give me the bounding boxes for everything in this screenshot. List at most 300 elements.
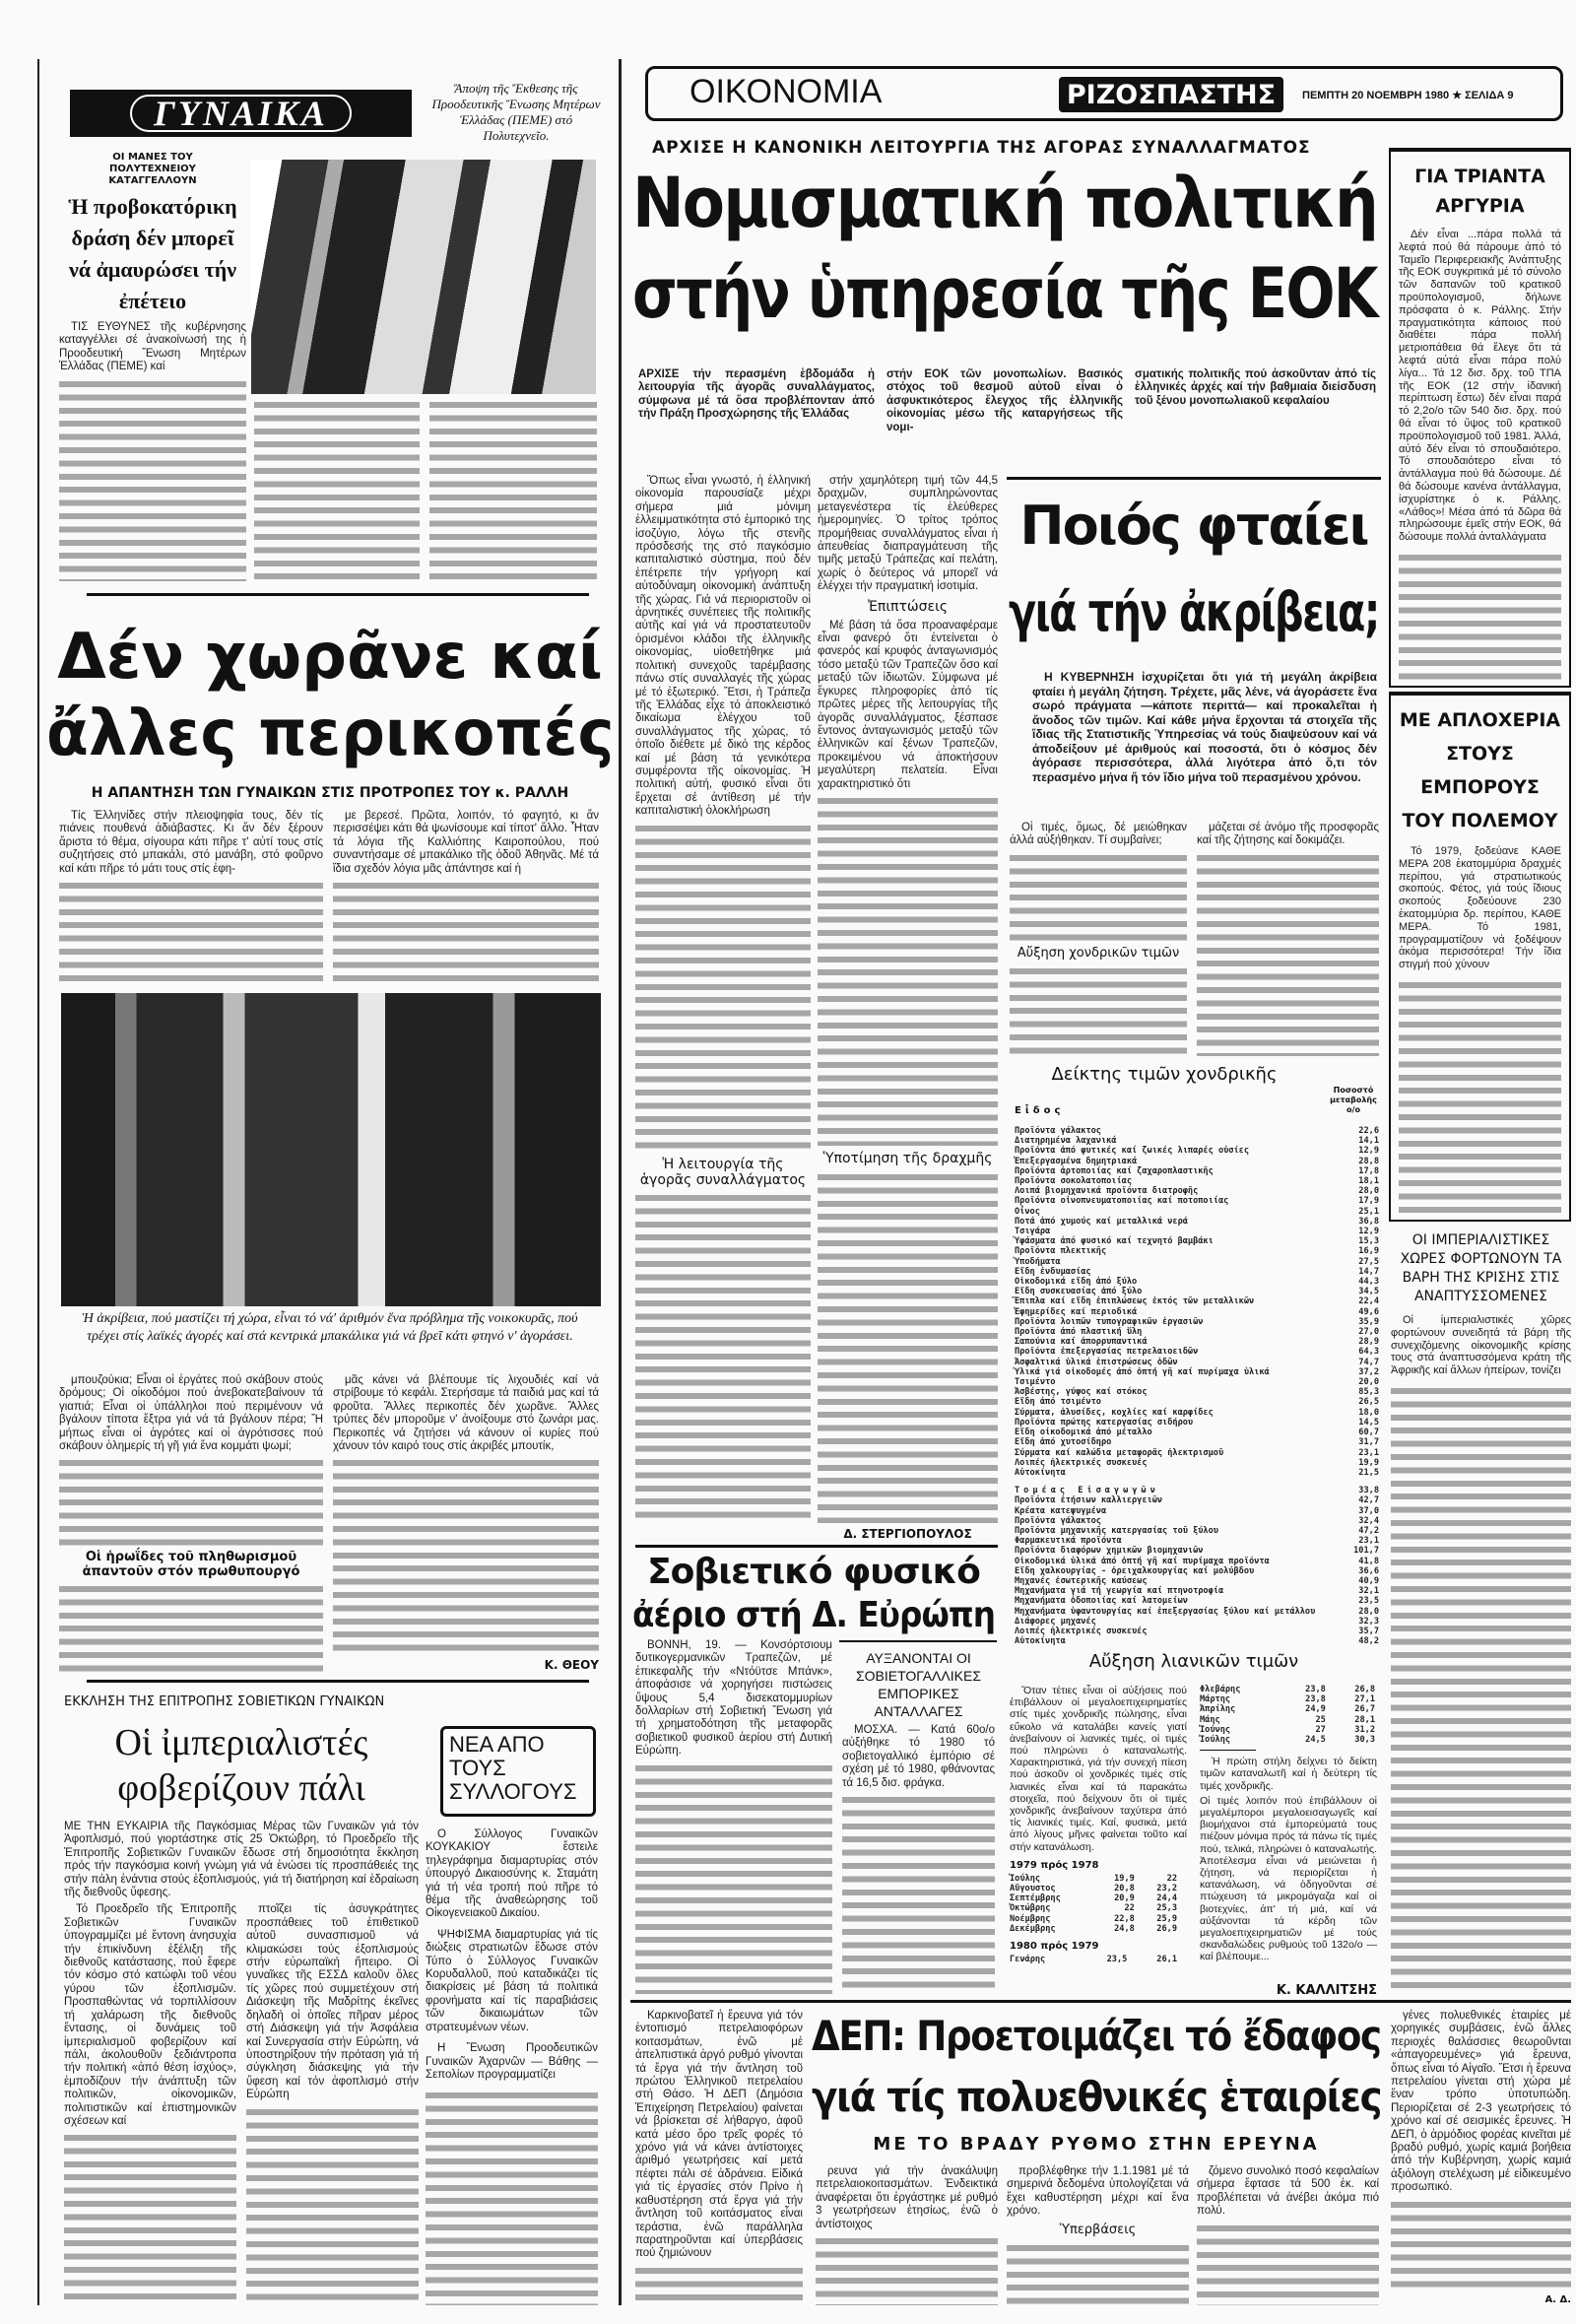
row-label: Ὑλικά γιά οἰκοδομές ἀπό ὀπτή γῆ καί πυρίμαχα ὑλικά xyxy=(1015,1366,1270,1377)
story-column xyxy=(1010,822,1187,1056)
main-headline xyxy=(630,158,1379,339)
row-label: Λοιπές ἠλεκτρικές συσκευές xyxy=(1015,1626,1148,1636)
page-border-left xyxy=(37,59,39,2305)
row-value: 30,3 xyxy=(1354,1735,1375,1746)
retail-group-label: 1979 πρός 1978 xyxy=(1010,1859,1099,1871)
row-label: Ὑποδήματα xyxy=(1015,1256,1061,1267)
retail-column xyxy=(1200,1685,1377,1998)
table-row xyxy=(1015,1176,1379,1186)
row-label: Διατηρημένα λαχανικά xyxy=(1015,1136,1117,1147)
text-column xyxy=(64,2132,236,2305)
text-column xyxy=(1391,1385,1571,1990)
row-label: Προϊόντα ἀπό πλαστική ὕλη xyxy=(1015,1327,1143,1338)
dep-column xyxy=(635,2010,803,2305)
row-label: Ἀσφαλτικά ὑλικά ἐπιστρώσεως ὁδῶν xyxy=(1015,1357,1178,1367)
row-label: Αὐτοκίνητα xyxy=(1015,1467,1066,1478)
retail-group-label: 1980 πρός 1979 xyxy=(1010,1941,1099,1953)
table-row xyxy=(1200,1735,1375,1745)
text-column xyxy=(1197,852,1379,1056)
dep-column xyxy=(1391,2010,1571,2305)
row-value: 24,5 xyxy=(1305,1735,1326,1746)
row-label: Ἰούνης xyxy=(1200,1724,1231,1735)
gas-headline xyxy=(630,1551,997,1637)
dep-column xyxy=(1007,2165,1189,2305)
story-body: Οἱ τιμές, ὅμως, δέ μειώθηκαν ἀλλά αὐξήθηκαν. Τί συμβαίνει; xyxy=(1010,822,1187,847)
divider xyxy=(1200,1750,1256,1751)
gas-box xyxy=(842,1649,995,1994)
headline-text: Δέν χωρᾶνε καί xyxy=(57,621,603,694)
story-column xyxy=(1197,822,1379,1056)
row-label: Σαπούνια καί ἀπορρυπαντικά xyxy=(1015,1337,1148,1348)
row-value: 26,8 xyxy=(1354,1685,1375,1694)
row-label: Προϊόντα σοκολατοποιίας xyxy=(1015,1176,1132,1187)
story-body: μπουζούκια; Εἶναι οἱ ἐργάτες πού σκάβουν στούς δρόμους; Οἱ οἰκοδόμοι πού ἀνεβοκατεβαίνουν τά γιαπιά; Εἶναι οἱ ὑπάλληλοι πού περιμένουν νά βγάλουν τίποτα ἔξτρα γιά νά τά βγάλουν πέρα; Ἤ μήπως εἶναι οἱ ἀγρότες καί οἱ ἀγρότισσες πού σκάβουν ὁλημερίς τή γῆ γιά ἕνα κομμάτι ψωμί; xyxy=(59,1374,323,1453)
text-column xyxy=(635,823,811,1153)
prices-headline xyxy=(1007,483,1381,656)
table-row xyxy=(1015,1586,1379,1596)
row-label: Προϊόντα ἐτήσιων καλλιεργειῶν xyxy=(1015,1495,1163,1506)
row-value: 32,1 xyxy=(1358,1586,1379,1597)
row-label: Εἴδη συσκευασίας ἀπό ξύλο xyxy=(1015,1287,1143,1297)
table-row xyxy=(1015,1126,1379,1136)
row-value: 35,9 xyxy=(1358,1316,1379,1327)
story-body: Τίς Ἑλληνίδες στήν πλειοψηφία τους, δέν τίς πιάνεις πουθενά ἀδιάβαστες. Κι ἄν δέν ξέρουν ἄριστα τό θέμα, σίγουρα κάτι πῆρε τ' αὐτί τους στίς συζητήσεις στό μπακάλι, στό μανάβη, στό φοῦρνο καί κάτι πῆρε τό μάτι τους στίς ἐφη- xyxy=(59,810,323,875)
text-column xyxy=(635,1192,811,1522)
row-value: 22,8 xyxy=(1114,1913,1135,1924)
table-row xyxy=(1015,1307,1379,1317)
section-title: ΟΙΚΟΝΟΜΙΑ xyxy=(690,73,883,110)
row-label: Μάρτης xyxy=(1200,1694,1231,1705)
row-value: 20,0 xyxy=(1358,1377,1379,1388)
sidebar-title: ΟΙ ΙΜΠΕΡΙΑΛΙΣΤΙΚΕΣ ΧΩΡΕΣ ΦΟΡΤΩΝΟΥΝ ΤΑ ΒΑΡΗ ΤΗΣ ΚΡΙΣΗΣ ΣΤΙΣ ΑΝΑΠΤΥΣΣΟΜΕΝΕΣ xyxy=(1400,1232,1562,1304)
kicker-line xyxy=(810,2134,1383,2156)
table-row xyxy=(1200,1725,1375,1735)
row-value: 34,5 xyxy=(1358,1287,1379,1297)
table-row xyxy=(1015,1408,1379,1418)
table-row xyxy=(1015,1227,1379,1236)
table-row xyxy=(1015,1458,1379,1468)
table-row xyxy=(1015,1347,1379,1357)
story-body: πτοῖζει τίς ἀσυγκράτητες προσπάθειες τοῦ ἐπιθετικοῦ αὐτοῦ συνασπισμοῦ νά κλιμακώσει τούς ἐξοπλισμούς στήν εὐρωπαϊκή ἤπειρο. Οἱ γυναῖκες τῆς ΕΣΣΔ καλοῦν ὅλες τίς χῶρες πού συμμετέχουν στή Διάσκεψη τῆς Μαδρίτης ἐκεῖνες δηλαδή οἱ ὁποῖες πῆραν μέρος στή Διάσκεψη γιά τήν Ἀσφάλεια καί Συνεργασία στήν Εὐρώπη, νά ὑποστηρίξουν τήν πρόταση γιά τή σύγκληση διάσκεψης γιά τήν ὕφεση καί τόν ἀφοπλισμό στήν Εὐρώπη xyxy=(246,1903,419,2101)
news-column xyxy=(426,1828,598,2305)
story-headline xyxy=(44,619,616,772)
text-column xyxy=(1391,2199,1571,2291)
row-label: Ἀσβέστης, γύψος καί στόκος xyxy=(1015,1387,1148,1398)
table-row xyxy=(1015,1596,1379,1606)
row-value: 25,1 xyxy=(1358,1206,1379,1217)
text-column xyxy=(429,399,597,581)
text-column xyxy=(59,880,323,987)
row-label: Φαρμακευτικά προϊόντα xyxy=(1015,1536,1122,1547)
photo-caption: Ἡ ἀκρίβεια, πού μαστίζει τή χώρα, εἶναι τό νά' ἀριθμόν ἕνα πρόβλημα τῆς νοικοκυρᾶς, πού τρέχει στίς λαϊκές ἀγορές καί στά κεντρικά μπακάλικα γιά νά βρεῖ κάτι φτηνό ν' ἀγοράσει. xyxy=(82,1311,578,1344)
table-row xyxy=(1015,1186,1379,1196)
table-row xyxy=(1015,1478,1379,1495)
row-label: Κρέατα κατεψυγμένα xyxy=(1015,1505,1107,1516)
row-value: 22 xyxy=(1124,1903,1135,1914)
row-label: Εἴδη χαλκουργίας - ὀρειχαλκουργίας καί μολύβδου xyxy=(1015,1565,1255,1576)
table-row xyxy=(1015,1207,1379,1217)
table-row xyxy=(1015,1636,1379,1646)
row-value: 22,6 xyxy=(1358,1126,1379,1136)
text-column xyxy=(818,795,998,1147)
text-column xyxy=(333,880,599,987)
table-row xyxy=(1015,1367,1379,1377)
headline-line xyxy=(810,2067,1383,2128)
table-row xyxy=(1200,1694,1375,1704)
subhead-text: Η ΑΠΑΝΤΗΣΗ ΤΩΝ ΓΥΝΑΙΚΩΝ ΣΤΙΣ ΠΡΟΤΡΟΠΕΣ ΤΟΥ κ. ΡΑΛΛΗ xyxy=(91,785,569,801)
divider xyxy=(87,1680,589,1683)
table-row xyxy=(1015,1516,1379,1526)
story-lead: στήν ΕΟΚ τῶν μονοπωλίων. Βασικός στόχος τοῦ θεσμοῦ αὐτοῦ εἶναι ὁ ἀσφυκτικότερος ἔλεγχος τῆς ἑλληνικῆς οἰκονομίας μέσω τῆς καταργήσεως τῆς νομι- xyxy=(886,368,1123,433)
headline-text: Ποιός φταίει xyxy=(1019,495,1368,557)
row-value: 19,9 xyxy=(1114,1873,1135,1884)
dep-column xyxy=(1197,2165,1379,2305)
table-row xyxy=(1015,1377,1379,1387)
retail-text: Ἡ πρώτη στήλη δείχνει τό δείκτη τιμῶν καταναλωτῆ καί ἡ δεύτερη τίς τιμές χονδρικῆς. xyxy=(1200,1756,1377,1792)
table-row xyxy=(1015,1358,1379,1367)
row-value: 12,9 xyxy=(1358,1146,1379,1157)
women-banner-title: ΓΥΝΑΙΚΑ xyxy=(154,94,328,133)
row-label: Δεκέμβρης xyxy=(1010,1923,1056,1934)
retail-text: Οἱ τιμές λοιπόν πού ἐπιβάλλουν οἱ μεγαλέμποροι μεγαλοεισαγωγεῖς καί βιομήχανοι στά ἐμπορεύματά τους πιέζουν μόνιμα πρός τά πάνω τίς τιμές πού, τελικά, πληρώνει ὁ καταναλωτής. Ἀποτέλεσμα εἶναι νά μειώνεται ἡ ζήτηση, νά περιορίζεται ἡ κατανάλωση, νά ὁδηγοῦνται σέ πτώχευση τά μικρομάγαζα καί οἱ βιοτεχνίες, ἀπ' τή μιά, καί νά αὐξάνονται τά κέρδη τῶν μεγαλοεπιχειρηματιῶν μέ τούς σκανδαλώδεις ρυθμούς τοῦ 132ο/ο — καί βλέπουμε... xyxy=(1200,1794,1377,1963)
sidebar-body: Τό 1979, ξοδεύανε ΚΑΘΕ ΜΕΡΑ 208 ἑκατομμύρια δραχμές περίπου, γιά στρατιωτικούς σκοπούς. Φέτος, γιά τούς ἴδιους σκοπούς ξοδεύουνε 230 ἑκατομμύρια δρ. περίπου, ΚΑΘΕ ΜΕΡΑ. Τό 1981, προγραμματίζουν νά ξοδέψουν ἀκόμα περισσότερα! Τήν ἴδια στιγμή πού χύνουν xyxy=(1399,845,1561,971)
row-label: Προϊόντα οἰνοπνευματοποιίας καί ποτοποιίας xyxy=(1015,1196,1229,1207)
row-label: Σεπτέμβρης xyxy=(1010,1893,1061,1904)
table-row xyxy=(1015,1146,1379,1156)
table-row xyxy=(1015,1607,1379,1617)
paper-name: ΡΙΖΟΣΠΑΣΤΗΣ xyxy=(1066,79,1277,110)
row-label: Ὑφάσματα ἀπό φυσικό καί τεχνητό βαμβάκι xyxy=(1015,1236,1214,1247)
table-row xyxy=(1015,1397,1379,1407)
text-column xyxy=(59,1583,323,1672)
row-value: 20,8 xyxy=(1114,1884,1135,1894)
dateline: ΠΕΜΠΤΗ 20 ΝΟΕΜΒΡΗ 1980 ★ ΣΕΛΙΔΑ 9 xyxy=(1302,90,1514,101)
divider xyxy=(839,1640,997,1642)
story-subhead: Ὑποτίμηση τῆς δραχμῆς xyxy=(822,1151,993,1167)
dep-body: Καρκινοβατεῖ ἡ ἔρευνα γιά τόν ἐντοπισμό πετρελαιοφόρων κοιτασμάτων, ἐνῶ μέ ἀπελπιστικά ἀργό ρυθμό γίνονται τά ἔργα γιά τήν ἄντληση τοῦ πρώτου Ἑλληνικοῦ πετρελαίου στή Θάσο. Ἡ ΔΕΠ (Δημόσια Ἐπιχείρηση Πετρελαίου) φαίνεται νά βρίσκεται σέ λήθαργο, ἀφοῦ κατά μέσο ὅρο τρεῖς φορές τό χρόνο γιά νά κάνει ἀντίστοιχες ἀριθμό γεωτρήσεις καί μετά πέφτει πάλι σέ ἀδράνεια. Εἰδικά γιά τίς ἐργασίες στόν Πρίνο ἡ καθυστέρηση στά ἔργα γιά τήν ἄντληση τοῦ κοιτάσματος εἶναι τεράστια, ἐνῶ παράλληλα παρατηροῦνται καί ὑπερβάσεις πού ζημιώνουν xyxy=(635,2010,803,2260)
headline-line xyxy=(44,619,616,696)
retail-table-1980-cont xyxy=(1200,1685,1375,1745)
story-headline: Οἱ ἰμπεριαλιστές φοβερίζουν πάλι xyxy=(114,1722,368,1809)
byline: Κ. ΚΑΛΛΙΤΣΗΣ xyxy=(1276,1983,1377,1998)
table-row xyxy=(1015,1246,1379,1256)
story-body: με βερεσέ. Πρῶτα, λοιπόν, τό φαγητό, κι ἄν περισσέψει κάτι θά ψωνίσουμε καί τίποτ' ἄλλο. Ἦταν τά λόγια τῆς Καλλιόπης Καιροπούλου, πού συναντήσαμε σέ μπακάλικο τῆς ὁδοῦ Ἀθηνᾶς. Μέ τά ἴδια σχεδόν λόγια μᾶς ἀπάντησε καί ἡ xyxy=(333,810,599,875)
sidebar-title: ΜΕ ΑΠΛΟΧΕΡΙΑ ΣΤΟΥΣ ΕΜΠΟΡΟΥΣ ΤΟΥ ΠΟΛΕΜΟΥ xyxy=(1399,709,1561,831)
headline-text: γιά τήν ἀκρίβεια; xyxy=(1009,581,1379,643)
row-value: 23,2 xyxy=(1156,1884,1177,1894)
byline: Κ. ΘΕΟΥ xyxy=(544,1658,599,1672)
row-label: Τσιμέντο xyxy=(1015,1377,1056,1388)
row-value: 33,8 xyxy=(1358,1486,1379,1496)
row-label: Προϊόντα μηχανικῆς κατεργασίας τοῦ ξύλου xyxy=(1015,1525,1218,1536)
paper-logo xyxy=(1059,77,1283,112)
table-row xyxy=(1010,1884,1177,1893)
story-column xyxy=(59,1374,323,1672)
row-value: 22,4 xyxy=(1358,1296,1379,1307)
byline: Δ. ΣΤΕΡΓΙΟΠΟΥΛΟΣ xyxy=(843,1527,972,1541)
subhead-line xyxy=(59,784,601,802)
row-value: 25 xyxy=(1315,1714,1326,1725)
story-subhead: Οἱ ἡρωΐδες τοῦ πληθωρισμοῦ ἀπαντοῦν στόν πρωθυπουργό xyxy=(82,1550,300,1580)
gas-box-title: ΑΥΞΑΝΟΝΤΑΙ ΟΙ ΣΟΒΙΕΤΟΓΑΛΛΙΚΕΣ ΕΜΠΟΡΙΚΕΣ ΑΝΤΑΛΛΑΓΕΣ xyxy=(856,1650,981,1719)
sidebar-body: Οἱ ἰμπεριαλιστικές χῶρες φορτώνουν συνειδητά τά βάρη τῆς συνεχιζόμενης οἰκονομικῆς κρίσης τους στά ἀναπτυσσόμενα κράτη τῆς Ἀφρικῆς καί ἄλλων ἠπείρων, τονίζει xyxy=(1391,1314,1571,1377)
row-label: Ἰούλης xyxy=(1010,1873,1041,1884)
row-value: 44,3 xyxy=(1358,1277,1379,1288)
table-row xyxy=(1015,1557,1379,1566)
wholesale-price-table xyxy=(1015,1126,1379,1646)
gas-box-body: ΜΟΣΧΑ. — Κατά 60ο/ο αὐξήθηκε τό 1980 τό σοβιετογαλλικό ἐμπόριο σέ σχέση μέ τό 1980, φθάνοντας τά 16,5 δισ. φράγκα. xyxy=(842,1724,995,1789)
table-row xyxy=(1010,1903,1177,1913)
row-label: Τσιγάρα xyxy=(1015,1227,1051,1237)
row-value: 32,3 xyxy=(1358,1616,1379,1627)
row-value: 42,7 xyxy=(1358,1495,1379,1506)
table-row xyxy=(1015,1627,1379,1636)
row-label: Λοιπές ἠλεκτρικές συσκευές xyxy=(1015,1457,1148,1468)
row-label: Προϊόντα ἀπό φυτικές καί ζωικές λιπαρές οὐσίες xyxy=(1015,1146,1249,1157)
table-row xyxy=(1200,1685,1375,1694)
row-label: Ποτά ἀπό χυμούς καί μεταλλικά νερά xyxy=(1015,1216,1188,1227)
row-value: 28,0 xyxy=(1358,1606,1379,1617)
sidebar-column xyxy=(1399,162,1561,680)
row-value: 17,8 xyxy=(1358,1165,1379,1176)
headline-line xyxy=(630,1594,997,1637)
dep-subhead: Ὑπερβάσεις xyxy=(1059,2222,1137,2237)
table-row xyxy=(1010,1874,1177,1884)
dep-kicker xyxy=(810,2134,1383,2156)
table-row xyxy=(1015,1277,1379,1287)
table-row xyxy=(1015,1536,1379,1546)
text-column xyxy=(635,1762,832,1994)
sidebar-title: ΓΙΑ ΤΡΙΑΝΤΑ ΑΡΓΥΡΙΑ xyxy=(1414,166,1545,217)
row-value: 27,1 xyxy=(1354,1694,1375,1705)
row-value: 23,5 xyxy=(1106,1955,1128,1965)
headline-line xyxy=(630,158,1379,248)
text-column xyxy=(818,1171,998,1523)
row-label: Μάης xyxy=(1200,1714,1220,1725)
text-column xyxy=(426,2090,598,2305)
story-lead: ΑΡΧΙΣΕ τήν περασμένη ἑβδομάδα ἡ λειτουργία τῆς ἀγορᾶς συναλλάγματος, σύμφωνα μέ τά ὅσα προβλέπονταν ἀπό τήν Πράξη Προσχώρησης τῆς Ἑλλάδας xyxy=(638,368,875,421)
row-value: 23,5 xyxy=(1358,1596,1379,1607)
row-value: 41,8 xyxy=(1358,1556,1379,1566)
row-value: 48,2 xyxy=(1358,1636,1379,1647)
table-row xyxy=(1015,1566,1379,1576)
row-value: 26,9 xyxy=(1156,1923,1177,1934)
row-label: Σύρματα καί καλώδια μεταφορᾶς ἠλεκτρισμοῦ xyxy=(1015,1447,1224,1458)
row-value: 22 xyxy=(1166,1873,1177,1884)
row-value: 23,1 xyxy=(1358,1447,1379,1458)
text-column xyxy=(1010,852,1187,943)
story-column xyxy=(333,810,599,987)
row-value: 19,9 xyxy=(1358,1457,1379,1468)
table-row xyxy=(1015,1387,1379,1397)
row-label: Εἴδη ἀπό χυτοσίδηρο xyxy=(1015,1437,1112,1448)
text-column xyxy=(1399,552,1561,680)
headline-text: στήν ὑπηρεσία τῆς ΕΟΚ xyxy=(632,253,1377,334)
row-value: 40,9 xyxy=(1358,1575,1379,1586)
retail-table-1980 xyxy=(1010,1955,1177,1964)
row-value: 28,1 xyxy=(1354,1714,1375,1725)
headline-line xyxy=(630,1551,997,1594)
row-value: 14,7 xyxy=(1358,1266,1379,1277)
row-label: Ὀκτώβρης xyxy=(1010,1903,1051,1914)
story-body: μάζεται σέ ἀνόμο τῆς προσφορᾶς καί τῆς ζήτησης καί δοκιμάζει. xyxy=(1197,822,1379,847)
news-box-title: ΝΕΑ ΑΠΟ ΤΟΥΣ ΣΥΛΛΟΓΟΥΣ xyxy=(449,1732,577,1804)
row-label: Προϊόντα γάλακτος xyxy=(1015,1515,1101,1526)
row-value: 37,0 xyxy=(1358,1505,1379,1516)
table-row xyxy=(1015,1287,1379,1296)
row-label: Εἴδη ἐνδυμασίας xyxy=(1015,1266,1091,1277)
row-label: Προϊόντα γάλακτος xyxy=(1015,1126,1101,1136)
story-column xyxy=(64,1821,419,2305)
wholesale-item-header: Εἶδος xyxy=(1015,1105,1065,1116)
row-value: 20,9 xyxy=(1114,1893,1135,1904)
row-value: 49,6 xyxy=(1358,1306,1379,1317)
story-columns xyxy=(64,1903,419,2305)
story-body: μᾶς κάνει νά βλέπουμε τίς λιχουδιές καί νά στρίβουμε τό κεφάλι. Στερήσαμε τά παιδιά μας καί τά φροῦτα. Ἄλλες περικοπές δέν χωρᾶνε. Ἄλλες τρύπες δέν μποροῦμε ν' ἀνοίξουμε στό ζωνάρι μας. Περικοπές νά ζητήσει νά κάνουν οἱ κυρίες πού χάνουν τόν καιρό τους στίς ἀκριβές μπουτίκ, xyxy=(333,1374,599,1453)
row-label: Προϊόντα λοιπῶν τυπογραφικῶν ἐργασιῶν xyxy=(1015,1316,1204,1327)
row-label: Προϊόντα ἀρτοποιίας καί ζαχαροπλαστικῆς xyxy=(1015,1165,1214,1176)
headline-text: Σοβιετικό φυσικό xyxy=(647,1552,980,1592)
row-value: 36,6 xyxy=(1358,1565,1379,1576)
table-row xyxy=(1015,1317,1379,1327)
dep-body: ρευνα γιά τήν ἀνακάλυψη πετρελαιοκοιτασμάτων. Ἐνδεικτικά ἀναφέρεται ὅτι ἐργάστηκε μέ ρυθμό 3 γεωτρήσεων ἐτησίως, ἐνῶ ὁ ἀντίστοιχος xyxy=(816,2165,998,2230)
divider xyxy=(635,1545,998,1548)
row-label: Μηχανήματα ὁδοποιίας καί λατομείων xyxy=(1015,1596,1188,1607)
row-label: Εἴδη οἰκοδομικά ἀπό μέταλλο xyxy=(1015,1428,1152,1438)
photo-caption: Ἄποψη τῆς Ἔκθεσης τῆς Προοδευτικῆς Ἕνωσης Μητέρων Ἑλλάδας (ΠΕΜΕ) στό Πολυτεχνεῖο. xyxy=(431,81,601,143)
wholesale-pct-header: Ποσοστό μεταβολῆς ο/ο xyxy=(1330,1086,1377,1114)
row-label: Σύρματα, ἁλυσίδες, κοχλίες καί καρφίδες xyxy=(1015,1407,1214,1418)
headline-line xyxy=(44,696,616,772)
divider xyxy=(1007,477,1381,480)
row-value: 85,3 xyxy=(1358,1387,1379,1398)
retail-table-1979 xyxy=(1010,1874,1177,1934)
table-row xyxy=(1200,1715,1375,1725)
text-column xyxy=(1399,979,1561,1214)
row-value: 47,2 xyxy=(1358,1525,1379,1536)
row-value: 24,9 xyxy=(1305,1704,1326,1715)
row-value: 64,3 xyxy=(1358,1347,1379,1358)
text-column xyxy=(842,1794,995,1994)
table-row xyxy=(1015,1437,1379,1447)
row-label: Προϊόντα πλεκτικῆς xyxy=(1015,1246,1107,1257)
row-value: 101,7 xyxy=(1353,1546,1379,1557)
row-value: 16,9 xyxy=(1358,1246,1379,1257)
headline-line xyxy=(1007,569,1381,656)
row-label: Εἴδη ἀπό τσιμέντο xyxy=(1015,1397,1101,1408)
headline-text: ΔΕΠ: Προετοιμάζει τό ἔδαφος xyxy=(812,2012,1381,2060)
sidebar-column xyxy=(1399,703,1561,1214)
text-column xyxy=(59,378,246,581)
section-divider xyxy=(619,59,622,2305)
row-label: Μηχανήματα γιά τή γεωργία καί πτηνοτροφία xyxy=(1015,1586,1224,1597)
row-value: 18,1 xyxy=(1358,1176,1379,1187)
text-column xyxy=(1010,965,1187,1056)
row-value: 74,7 xyxy=(1358,1357,1379,1367)
sidebar-body: Δέν εἶναι ...πάρα πολλά τά λεφτά πού θά πάρουμε ἀπό τό Ταμεῖο Περιφερειακῆς Ἀνάπτυξης τῆς ΕΟΚ συγκριτικά μέ τό σύνολο τῶν δαπανῶν τοῦ κρατικοῦ προϋπολογισμοῦ, δήλωνε πρόσφατα ὁ κ. Ράλλης. Στήν πραγματικότητα κάποιος πού διαθέτει πάρα πολλή μετριοπάθεια θά ἔλεγε ὅτι τά λεφτά αὐτά εἶναι πάρα πολύ λίγα... Τά 12 δισ. δρχ. τοῦ ΤΠΑ τῆς ΕΟΚ (12 στήν ἰδανική περίπτωση ἔστω) δέν εἶναι παρά τό 2,2ο/ο τῶν 540 δισ. δρχ. πού θά εἶναι τό ὕψος τοῦ κρατικοῦ προϋπολογισμοῦ τοῦ 1981. Ἀλλά, αὐτό δέν εἶναι τό σπουδαιότερο. Τό σπουδαιότερο εἶναι τό ἀντάλλαγμα πού θά δώσουμε. Δέ θά δώσουμε κανένα ἀντάλλαγμα, ἰσχυρίστηκε ὁ κ. Ράλλης. «Λάθος»! Μέσα ἀπό τά δῶρα θά πληρώσουμε ἐμεῖς στήν ΕΟΚ, θά δώσουμε πολλά ἀνταλλάγματα xyxy=(1399,229,1561,544)
row-value: 26,1 xyxy=(1156,1955,1177,1965)
story-kicker: ΟΙ ΜΑΝΕΣ ΤΟΥ ΠΟΛΥΤΕΧΝΕΙΟΥ ΚΑΤΑΓΓΕΛΛΟΥΝ xyxy=(108,152,197,186)
table-row xyxy=(1015,1506,1379,1516)
row-value: 27,0 xyxy=(1358,1327,1379,1338)
row-value: 26,5 xyxy=(1358,1397,1379,1408)
gas-body: ΒΟΝΝΗ, 19. — Κονσόρτσιουμ δυτικογερμανικῶν Τραπεζῶν, μέ ἐπικεφαλῆς τήν «Ντόϋτσε Μπάνκ», ἀποφάσισε νά χορηγήσει πιστώσεις ὕψους 5,4 δισεκατομμυρίων δολλαρίων στή Σοβιετική Ἕνωση γιά τή χρηματοδότηση τῆς μεταφορᾶς σοβιετικοῦ φυσικοῦ ἀερίου στή Δυτική Εὐρώπη. xyxy=(635,1639,832,1758)
table-row xyxy=(1015,1468,1379,1478)
text-column xyxy=(635,2265,803,2305)
table-row xyxy=(1015,1166,1379,1176)
table-row xyxy=(1015,1236,1379,1246)
story-column xyxy=(333,1374,599,1672)
row-value: 27 xyxy=(1315,1724,1326,1735)
row-value: 28,9 xyxy=(1358,1337,1379,1348)
row-value: 15,3 xyxy=(1358,1236,1379,1247)
row-label: Οἶνος xyxy=(1015,1206,1040,1217)
retail-column xyxy=(1010,1685,1187,1995)
row-value: 25,3 xyxy=(1156,1903,1177,1914)
dep-body: ζόμενο συνολικό ποσό κεφαλαίων σήμερα ἔφτασε τά 500 ἐκ. καί προβλέπεται νά ἀνέβει ἀκόμα πιό πολύ. xyxy=(1197,2165,1379,2218)
table-row xyxy=(1015,1337,1379,1347)
table-row xyxy=(1010,1893,1177,1903)
table-row xyxy=(1015,1327,1379,1337)
text-column xyxy=(333,1457,599,1654)
table-row xyxy=(1015,1267,1379,1277)
table-row xyxy=(1015,1526,1379,1536)
row-value: 23,8 xyxy=(1305,1694,1326,1705)
story-subhead: Αὔξηση χονδρικῶν τιμῶν xyxy=(1017,946,1180,962)
dep-column xyxy=(816,2165,998,2305)
sidebar-column xyxy=(1391,1231,1571,1990)
table-row xyxy=(1015,1257,1379,1267)
text-column xyxy=(254,399,420,581)
dep-headline xyxy=(810,2006,1383,2128)
table-row xyxy=(1015,1428,1379,1437)
row-label: Νοέμβρης xyxy=(1010,1913,1051,1924)
table-row xyxy=(1015,1157,1379,1166)
table-row xyxy=(1010,1955,1177,1964)
story-lead: ΜΕ ΤΗΝ ΕΥΚΑΙΡΙΑ τῆς Παγκόσμιας Μέρας τῶν Γυναικῶν γιά τόν Ἀφοπλισμό, πού γιορτάστηκε στίς 25 Ὀκτώβρη, τό Προεδρεῖο τῆς Ἐπιτροπῆς Σοβιετικῶν Γυναικῶν ἔδωσε στή δημοσιότητα ἔκκληση πρός τήν παγκόσμια κοινή γνώμη γιά νά ἑνώσει τίς προσπάθειές της στήν πάλη ἐνάντια στούς ἐξοπλισμούς, γιά τή διατήρηση καί ἑδραίωση τῆς διεθνοῦς ὕφεσης. xyxy=(64,1821,419,1899)
row-value: 24,4 xyxy=(1156,1893,1177,1904)
row-label: Τομέας Εἰσαγωγῶν xyxy=(1015,1486,1159,1496)
row-value: 36,8 xyxy=(1358,1216,1379,1227)
row-value: 28,0 xyxy=(1358,1186,1379,1197)
headline-text: Νομισματική πολιτική xyxy=(632,163,1378,243)
table-row xyxy=(1010,1914,1177,1924)
headline-line xyxy=(810,2006,1383,2067)
news-item: Ο Σύλλογος Γυναικῶν ΚΟΥΚΑΚΙΟΥ ἔστειλε τηλεγράφημα διαμαρτυρίας στόν ὑπουργό Δικαιοσύνης κ. Σταμάτη γιά τή νέα τροπή πού πῆρε τό θέμα τῆς ἀναθεώρησης τοῦ Οἰκογενειακοῦ Δικαίου. xyxy=(426,1828,598,1920)
text-column xyxy=(1007,2242,1189,2305)
row-label: Προϊόντα ἐπεξεργασίας πετρελαιοειδῶν xyxy=(1015,1347,1199,1358)
row-label: Ἔπιπλα καί εἴδη ἐπιπλώσεως ἐκτός τῶν μεταλλικῶν xyxy=(1015,1296,1255,1307)
row-value: 18,0 xyxy=(1358,1407,1379,1418)
row-label: Ἐφημερίδες καί περιοδικά xyxy=(1015,1306,1138,1317)
story-subhead xyxy=(59,784,601,802)
row-value: 35,7 xyxy=(1358,1626,1379,1636)
exhibition-photo xyxy=(251,160,596,394)
wholesale-table-title: Δείκτης τιμῶν χονδρικῆς xyxy=(1051,1064,1278,1085)
table-row xyxy=(1010,1924,1177,1934)
text-column xyxy=(246,2106,419,2305)
row-value: 21,5 xyxy=(1358,1467,1379,1478)
story-subhead: Ἐπιπτώσεις xyxy=(867,598,949,615)
table-row xyxy=(1015,1617,1379,1627)
row-label: Οἰκοδομικά ὑλικά ἀπό ὀπτή γῆ καί πυρίμαχα προϊόντα xyxy=(1015,1556,1270,1566)
row-label: Λοιπά βιομηχανικά προϊόντα διατροφῆς xyxy=(1015,1186,1199,1197)
table-row xyxy=(1015,1546,1379,1556)
divider xyxy=(87,593,589,596)
signature: Α. Δ. xyxy=(1544,2294,1571,2305)
story-lead: σματικής πολιτικῆς πού ἀσκοῦνταν ἀπό τίς ἑλληνικές ἀρχές καί τήν βαθμιαία διείσδυση τοῦ ξένου μονοπωλιακοῦ κεφαλαίου xyxy=(1135,368,1376,407)
row-label: Γενάρης xyxy=(1010,1955,1046,1965)
